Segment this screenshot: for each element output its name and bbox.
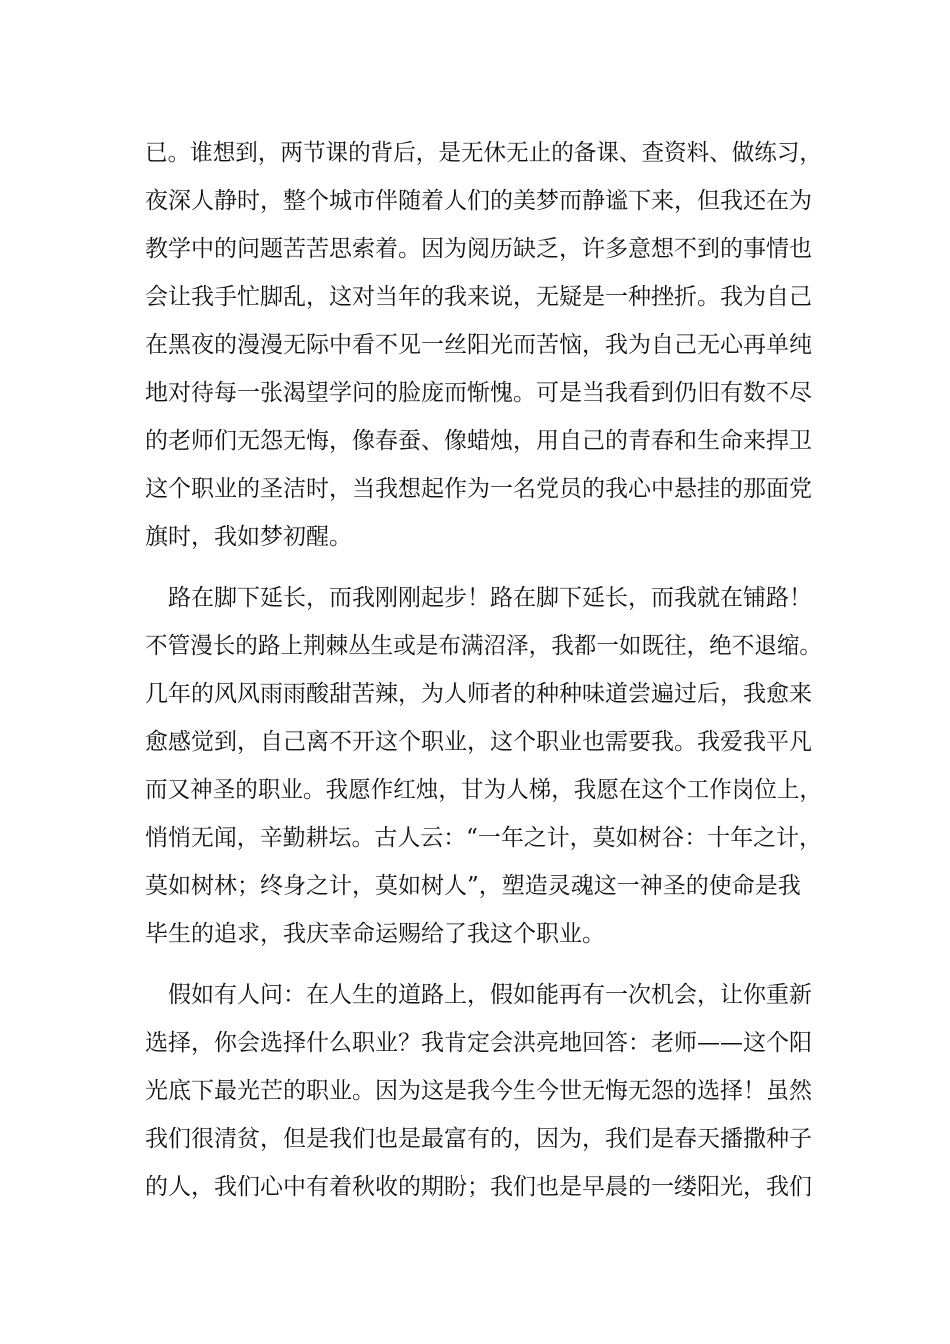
line-text: 而又神圣的职业。我愿作红烛，甘为人梯，我愿在这个工作岗位上， xyxy=(145,777,822,803)
line-text: 地对待每一张渴望学问的脸庞而惭愧。可是当我看到仍旧有数不尽 xyxy=(145,380,812,406)
line-text: 不管漫长的路上荆棘丛生或是布满沼泽，我都一如既往，绝不退缩。 xyxy=(145,633,822,659)
line-text: 会让我手忙脚乱，这对当年的我来说，无疑是一种挫折。我为自己 xyxy=(145,284,812,310)
text-line xyxy=(0,722,950,762)
text-line xyxy=(0,770,950,810)
line-text: 悄悄无闻，辛勤耕坛。古人云：“一年之计，莫如树谷：十年之计， xyxy=(145,825,822,851)
text-line xyxy=(0,1167,950,1207)
line-text: 几年的风风雨雨酸甜苦辣，为人师者的种种味道尝遍过后，我愈来 xyxy=(145,681,812,707)
text-line xyxy=(0,1071,950,1111)
text-line xyxy=(0,914,950,954)
text-line xyxy=(0,421,950,461)
line-text: 路在脚下延长，而我刚刚起步！路在脚下延长，而我就在铺路！ xyxy=(168,585,812,611)
text-line xyxy=(0,181,950,221)
text-line xyxy=(0,626,950,666)
text-line xyxy=(0,674,950,714)
text-line xyxy=(0,818,950,858)
line-text: 夜深人静时，整个城市伴随着人们的美梦而静谧下来，但我还在为 xyxy=(145,188,812,214)
line-text: 我们很清贫，但是我们也是最富有的，因为，我们是春天播撒种子 xyxy=(145,1126,812,1152)
line-text: 选择，你会选择什么职业？我肯定会洪亮地回答：老师——这个阳 xyxy=(145,1030,812,1056)
line-text: 教学中的问题苦苦思索着。因为阅历缺乏，许多意想不到的事情也 xyxy=(145,236,812,262)
line-text: 光底下最光芒的职业。因为这是我今生今世无悔无怨的选择！虽然 xyxy=(145,1078,812,1104)
text-line xyxy=(0,277,950,317)
line-text: 旗时，我如梦初醒。 xyxy=(145,524,352,550)
line-text: 已。谁想到，两节课的背后，是无休无止的备课、查资料、做练习， xyxy=(145,140,822,166)
text-line xyxy=(0,517,950,557)
text-line xyxy=(0,325,950,365)
line-text: 的老师们无怨无悔，像春蚕、像蜡烛，用自己的青春和生命来捍卫 xyxy=(145,428,812,454)
text-line xyxy=(0,469,950,509)
text-line xyxy=(0,373,950,413)
text-line xyxy=(0,1023,950,1063)
line-text: 这个职业的圣洁时，当我想起作为一名党员的我心中悬挂的那面党 xyxy=(145,476,812,502)
line-text: 愈感觉到，自己离不开这个职业，这个职业也需要我。我爱我平凡 xyxy=(145,729,812,755)
line-text: 的人，我们心中有着秋收的期盼；我们也是早晨的一缕阳光，我们 xyxy=(145,1174,812,1200)
line-text: 莫如树林；终身之计，莫如树人”，塑造灵魂这一神圣的使命是我 xyxy=(145,873,801,899)
line-text: 假如有人问：在人生的道路上，假如能再有一次机会，让你重新 xyxy=(168,982,812,1008)
text-line xyxy=(0,578,950,618)
text-line xyxy=(0,975,950,1015)
text-line xyxy=(0,866,950,906)
text-line xyxy=(0,133,950,173)
line-text: 毕生的追求，我庆幸命运赐给了我这个职业。 xyxy=(145,921,605,947)
line-text: 在黑夜的漫漫无际中看不见一丝阳光而苦恼，我为自己无心再单纯 xyxy=(145,332,812,358)
text-line xyxy=(0,1119,950,1159)
text-line xyxy=(0,229,950,269)
